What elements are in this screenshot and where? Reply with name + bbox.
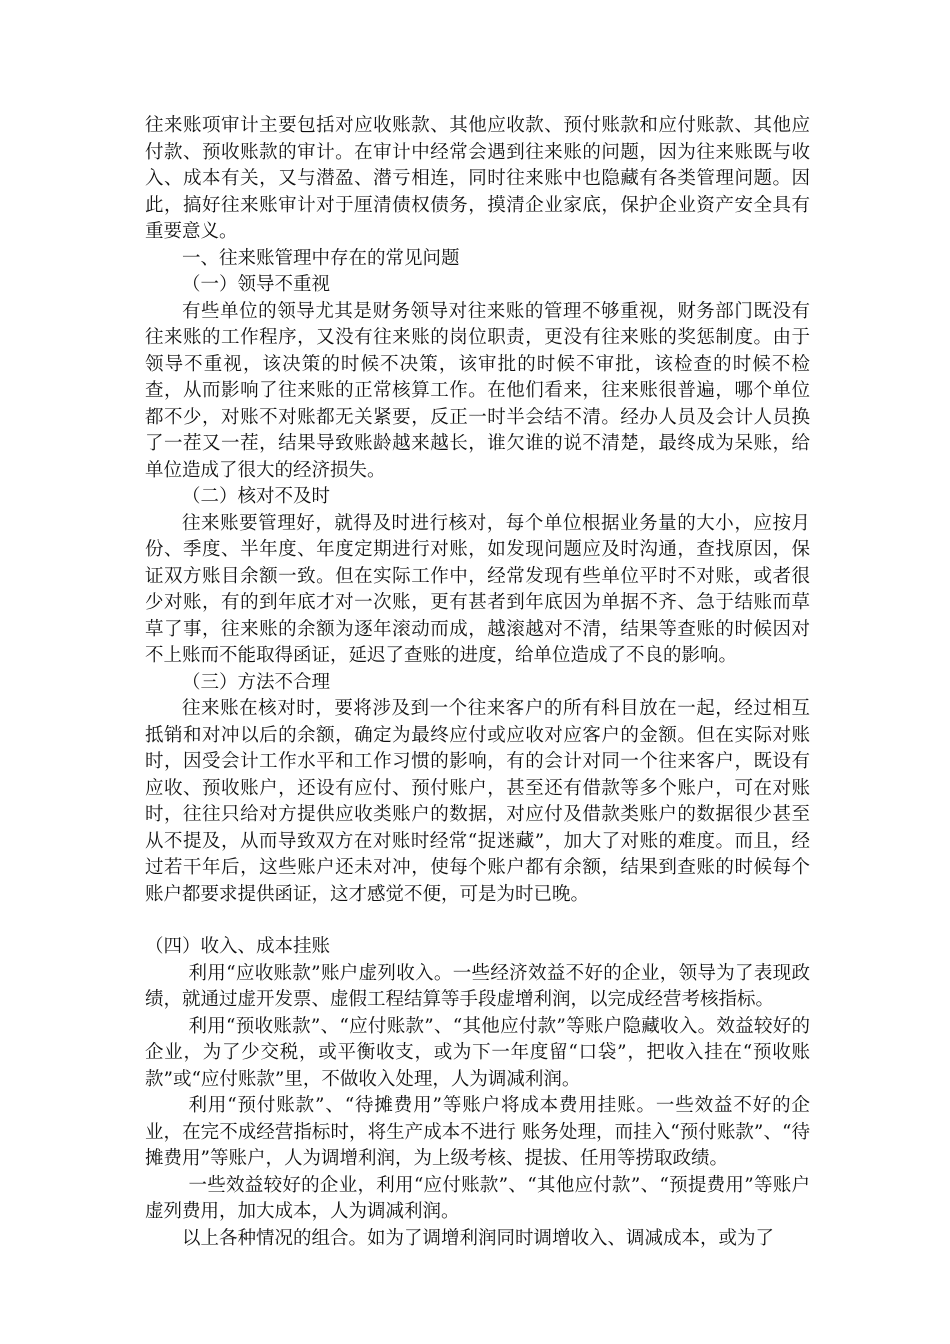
- body-paragraph-2: 往来账要管理好，就得及时进行核对，每个单位根据业务量的大小，应按月份、季度、半年度、年度定期进行对账，如发现问题应及时沟通，查找原因，保证双方账目余额一致。但在实际工作中，经常发现有些单位平时不对账，或者很少对账，有的到年底才对一次账，更有甚者到年底因为单据不齐、急于结账而草草了事，往来账的余额为逐年滚动而成，越滚越对不清，结果等查账的时候因对不上账而不能取得函证，延迟了查账的进度，给单位造成了不良的影响。: [145, 512, 810, 666]
- subheading-2: （二）核对不及时: [182, 486, 331, 507]
- body-paragraph-4: 利用“应收账款”账户虚列收入。一些经济效益不好的企业，领导为了表现政绩，就通过虚开发票、虚假工程结算等手段虚增利润，以完成经营考核指标。: [145, 962, 810, 1010]
- subheading-4: （四）收入、成本挂账: [145, 936, 331, 957]
- body-paragraph-7: 一些效益较好的企业，利用“应付账款”、“其他应付款”、“预提费用”等账户虚列费用，加大成本，人为调减利润。: [145, 1174, 810, 1222]
- paragraph-gap: [145, 908, 810, 934]
- body-paragraph-6: 利用“预付账款”、“待摊费用”等账户将成本费用挂账。一些效益不好的企业，在完不成经营指标时，将生产成本不进行 账务处理，而挂入“预付账款”、“待摊费用”等账户，人为调增利润，为上级考核、提拔、任用等捞取政绩。: [145, 1095, 810, 1169]
- subheading-1: （一）领导不重视: [182, 274, 331, 295]
- subheading-3: （三）方法不合理: [182, 671, 331, 693]
- body-paragraph-8: 以上各种情况的组合。如为了调增利润同时调增收入、调减成本，或为了: [182, 1227, 775, 1249]
- body-paragraph-5: 利用“预收账款”、“应付账款”、“其他应付款”等账户隐藏收入。效益较好的企业，为了少交税，或平衡收支，或为下一年度留“口袋”，把收入挂在“预收账款”或“应付账款”里，不做收入处理，人为调减利润。: [145, 1015, 810, 1090]
- section-heading-1: 一、往来账管理中存在的常见问题: [182, 247, 460, 269]
- body-paragraph-1: 有些单位的领导尤其是财务领导对往来账的管理不够重视，财务部门既没有往来账的工作程序，又没有往来账的岗位职责，更没有往来账的奖惩制度。由于领导不重视，该决策的时候不决策，该审批的时候不审批，该检查的时候不检查，从而影响了往来账的正常核算工作。在他们看来，往来账很普遍，哪个单位都不少，对账不对账都无关紧要，反正一时半会结不清。经办人员及会计人员换了一茬又一茬，结果导致账龄越来越长，谁欠谁的说不清楚，最终成为呆账，给单位造成了很大的经济损失。: [145, 300, 810, 481]
- intro-paragraph: 往来账项审计主要包括对应收账款、其他应收款、预付账款和应付账款、其他应付款、预收账款的审计。在审计中经常会遇到往来账的问题，因为往来账既与收入、成本有关，又与潜盈、潜亏相连，同时往来账中也隐藏有各类管理问题。因此，搞好往来账审计对于厘清债权债务，摸清企业家底，保护企业资产安全具有重要意义。: [145, 115, 810, 242]
- document-body: [145, 113, 810, 1252]
- body-paragraph-3: 往来账在核对时，要将涉及到一个往来客户的所有科目放在一起，经过相互抵销和对冲以后的余额，确定为最终应付或应收对应客户的金额。但在实际对账时，因受会计工作水平和工作习惯的影响，有的会计对同一个往来客户，既设有应收、预收账户，还设有应付、预付账户，甚至还有借款等多个账户，可在对账时，往往只给对方提供应收类账户的数据，对应付及借款类账户的数据很少甚至从不提及，从而导致双方在对账时经常“捉迷藏”，加大了对账的难度。而且，经过若干年后，这些账户还未对冲，使每个账户都有余额，结果到查账的时候每个账户都要求提供函证，这才感觉不便，可是为时已晚。: [145, 698, 810, 905]
